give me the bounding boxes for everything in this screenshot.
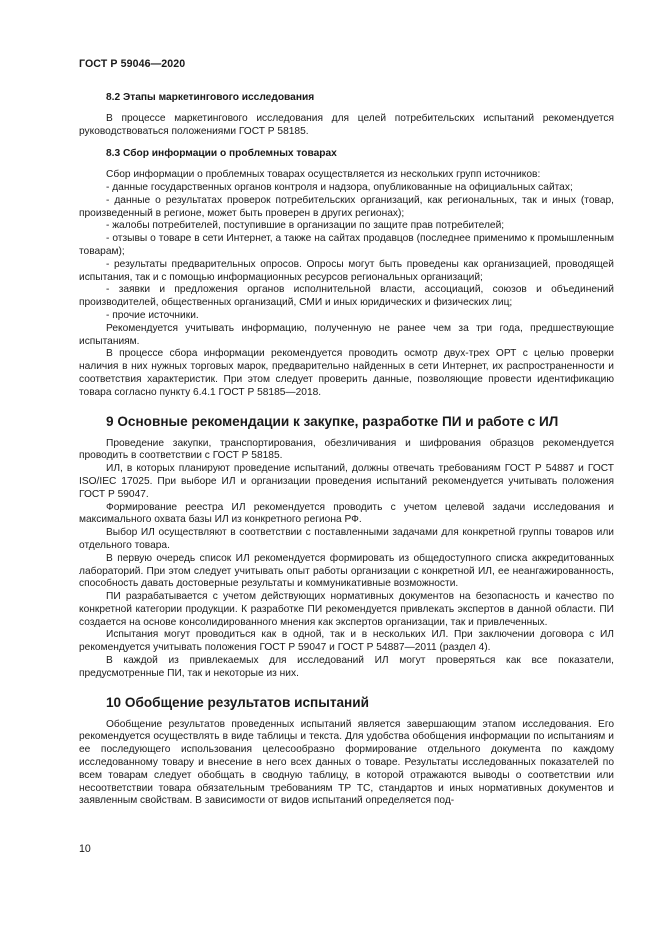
list-item: - прочие источники. [106,309,199,321]
section-8-3-title: 8.3 Сбор информации о проблемных товарах [106,148,337,160]
list-item: - жалобы потребителей, поступившие в организации по защите прав потребителей; [106,220,505,232]
paragraph: В процессе маркетингового исследования для целей потребительских испытаний рекомендуется руководствоваться положениями ГОСТ Р 58185. [79,112,614,137]
paragraph: Выбор ИЛ осуществляют в соответствии с поставленными задачами для конкретной группы товаров или отдельного товара. [79,527,614,551]
section-8-2-title: 8.2 Этапы маркетингового исследования [106,92,315,103]
paragraph: Проведение закупки, транспортирования, обезличивания и шифрования образцов рекомендуется проводить в соответствии с ГОСТ Р 58185. [79,437,614,462]
paragraph: В первую очередь список ИЛ рекомендуется формировать из общедоступного списка аккредитованных лабораторий. При этом следует учитывать опыт работы организации с конкретной ИЛ, ее неангажированность, способность давать достоверные результаты и коммуникативные возможности. [79,552,614,590]
list-item: - данные государственных органов контроля и надзора, опубликованные на официальных сайтах; [106,181,573,193]
page-number: 10 [79,843,91,855]
list-item: - результаты предварительных опросов. Опросы могут быть проведены как организацией, проводящей испытания, так и с помощью информационных ресурсов региональных организаций; [79,258,614,283]
section-9-title: 9 Основные рекомендации к закупке, разработке ПИ и работе с ИЛ [106,413,559,429]
paragraph: Рекомендуется учитывать информацию, полученную не ранее чем за три года, предшествующие испытаниям. [79,322,614,347]
paragraph: Обобщение результатов проведенных испытаний является завершающим этапом исследования. Его рекомендуется осуществлять в виде таблицы и текста. Для удобства обобщения информации по испытаниям и ее последующего использования целесообразно формирование отдельного документа по каждому исследованному товару и внесение в него всех данных о товаре. Результаты исследованных показателей по всем товарам следует обобщать в сводную таблицу, в которой отражаются выводы о соответствии или несоответствии товара обязательным требованиям ТР ТС, стандартов и иных нормативных документов и заявленным свойствам. В зависимости от видов испытаний определяется под- [79,718,614,807]
list-item: - отзывы о товаре в сети Интернет, а также на сайтах продавцов (последнее применимо к промышленным товарам); [79,233,614,257]
document-code-header: ГОСТ Р 59046—2020 [79,58,186,70]
paragraph: В каждой из привлекаемых для исследований ИЛ могут проверяться как все показатели, предусмотренные ПИ, так и некоторые из них. [79,655,614,679]
list-item: - заявки и предложения органов исполнительной власти, ассоциаций, союзов и объединений производителей, общественных организаций, СМИ и иных юридических и физических лиц; [79,284,614,309]
paragraph: В процессе сбора информации рекомендуется проводить осмотр двух-трех ОРТ с целью проверки наличия в них нужных торговых марок, предварительно найденных в сети Интернет, их распространенности и соответствия характеристик. При этом следует проверить данные, позволяющие провести идентификацию товара согласно пункту 6.4.1 ГОСТ Р 58185—2018. [79,348,614,398]
paragraph: ИЛ, в которых планируют проведение испытаний, должны отвечать требованиям ГОСТ Р 54887 и ГОСТ ISO/IEC 17025. При выборе ИЛ и организации проведения испытаний рекомендуется учитывать положения ГОСТ Р 59047. [79,463,614,500]
paragraph: Испытания могут проводиться как в одной, так и в нескольких ИЛ. При заключении договора с ИЛ рекомендуется учитывать положения ГОСТ Р 59047 и ГОСТ Р 54887—2011 (раздел 4). [79,629,614,654]
paragraph: Формирование реестра ИЛ рекомендуется проводить с учетом целевой задачи исследования и максимального охвата базы ИЛ из конкретного региона РФ. [79,501,614,526]
paragraph: ПИ разрабатывается с учетом действующих нормативных документов на безопасность и качество по конкретной категории продукции. К разработке ПИ рекомендуется привлекать экспертов в данной области. ПИ создается на основе консолидированного мнения как экспертов организации, так и привлеченных. [79,591,614,628]
document-body [79,92,614,808]
paragraph: Сбор информации о проблемных товарах осуществляется из нескольких групп источников: [106,169,541,181]
list-item: - данные о результатах проверок потребительских организаций, как региональных, так и иных (товар, произведенный в регионе, может быть проверен в других регионах); [79,194,614,219]
section-10-title: 10 Обобщение результатов испытаний [106,694,369,710]
